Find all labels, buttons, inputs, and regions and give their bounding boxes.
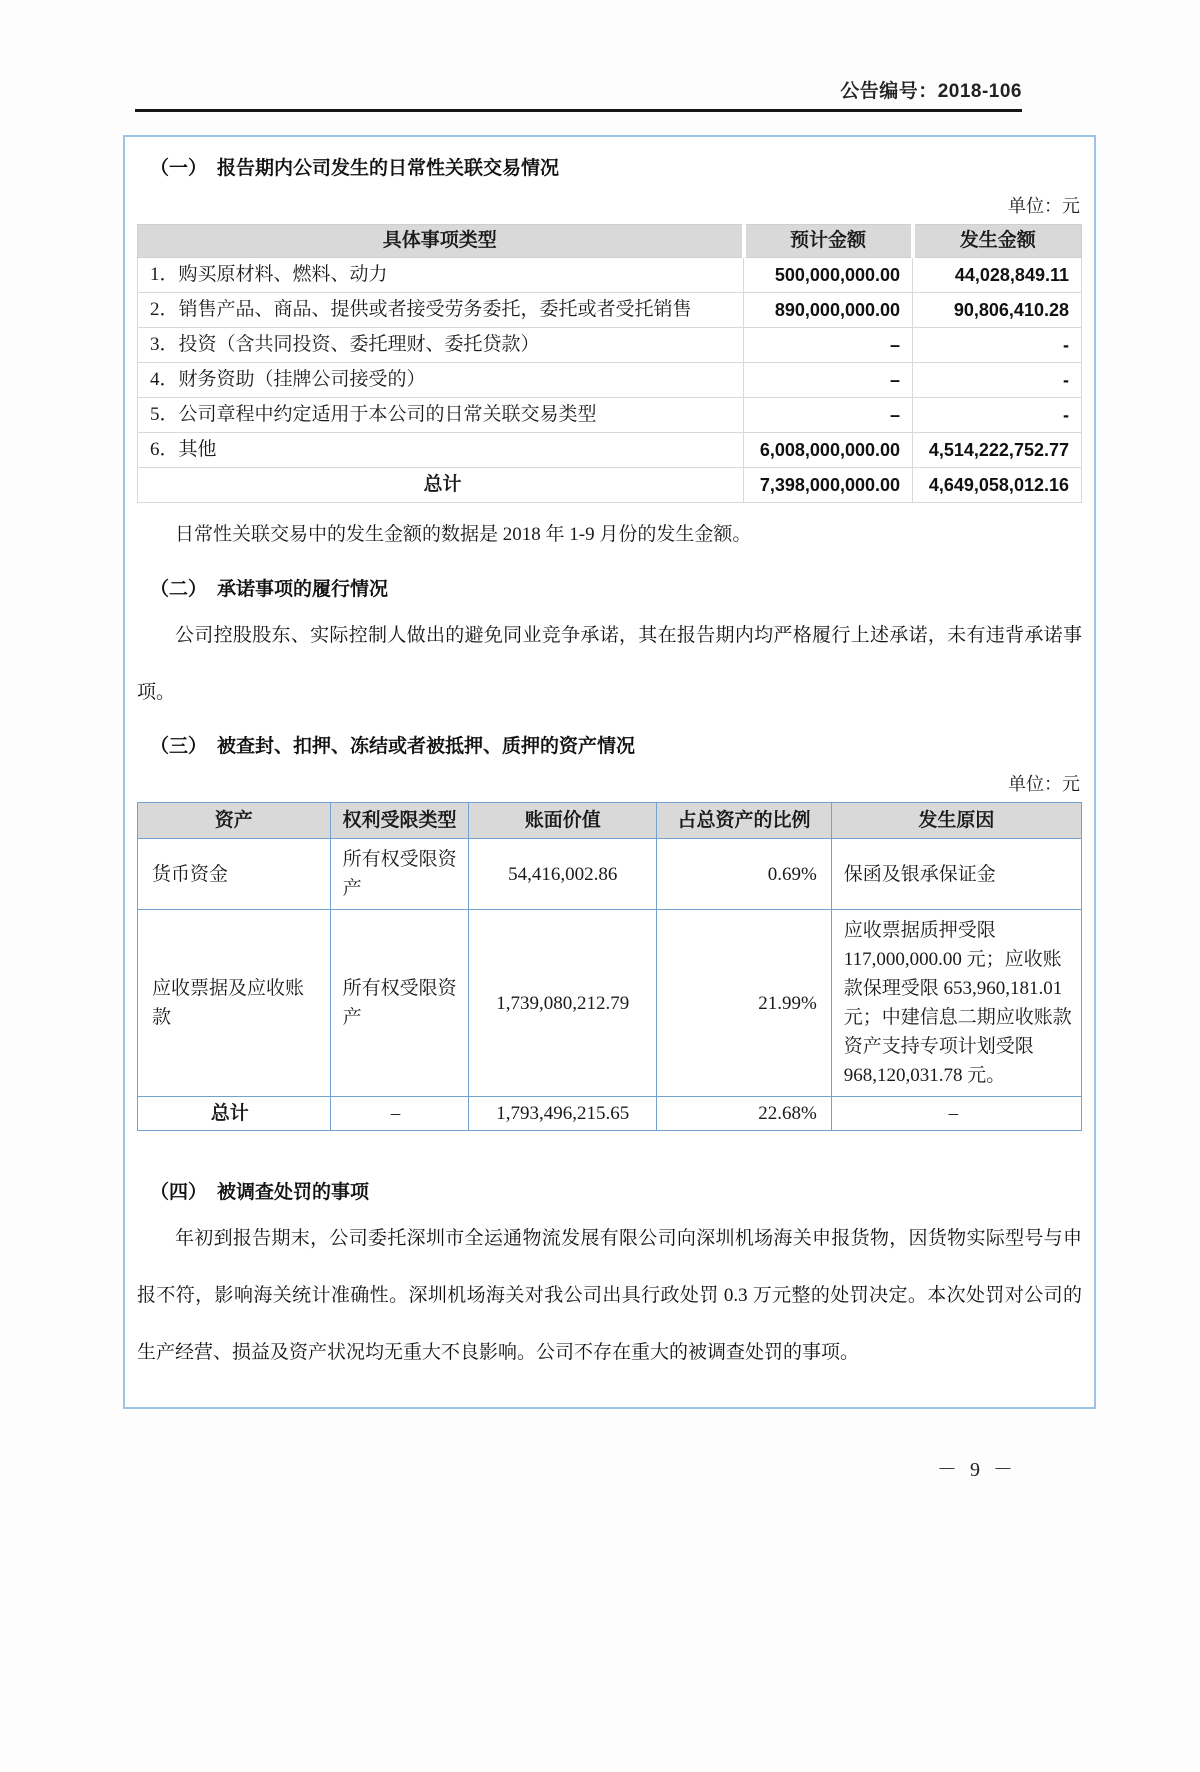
table-row: [138, 258, 1082, 293]
cell-item: 4．财务资助（挂牌公司接受的）: [138, 363, 744, 398]
section3-title: 被查封、扣押、冻结或者被抵押、质押的资产情况: [217, 736, 636, 757]
table-row: [138, 910, 1082, 1097]
table-total-row: [138, 468, 1082, 503]
column-header-estimated: 预计金额: [744, 225, 913, 258]
section1-heading: [137, 153, 1082, 180]
table-row: [138, 433, 1082, 468]
table-row: [138, 293, 1082, 328]
cell-estimated: 890,000,000.00: [744, 293, 913, 328]
cell-ratio: 21.99%: [657, 910, 832, 1097]
cell-total-label: 总计: [138, 1097, 331, 1131]
table1-note: 日常性关联交易中的发生金额的数据是 2018 年 1-9 月份的发生金额。: [175, 524, 752, 545]
section3-number: （三）: [150, 736, 208, 757]
cell-estimated: 500,000,000.00: [744, 258, 913, 293]
restricted-assets-table: [137, 802, 1082, 1131]
section1-title: 报告期内公司发生的日常性关联交易情况: [217, 158, 560, 179]
cell-book-value: 1,739,080,212.79: [469, 910, 657, 1097]
cell-total-restriction: –: [330, 1097, 469, 1131]
cell-actual: 4,514,222,752.77: [913, 433, 1082, 468]
cell-estimated: –: [744, 363, 913, 398]
cell-actual: 44,028,849.11: [913, 258, 1082, 293]
cell-actual: -: [913, 398, 1082, 433]
cell-asset: 应收票据及应收账款: [138, 910, 331, 1097]
cell-restriction: 所有权受限资产: [330, 839, 469, 910]
announcement-number: 公告编号：2018-106: [840, 81, 1022, 102]
cell-item: 1．购买原材料、燃料、动力: [138, 258, 744, 293]
section4-title: 被调查处罚的事项: [217, 1182, 370, 1203]
cell-total-reason: –: [831, 1097, 1081, 1131]
content-box: [123, 135, 1096, 1409]
column-header-type: 具体事项类型: [138, 225, 744, 258]
cell-estimated: –: [744, 328, 913, 363]
table-total-row: [138, 1097, 1082, 1131]
table-header-row: [138, 803, 1082, 839]
section2-title: 承诺事项的履行情况: [217, 579, 389, 600]
section2-paragraph: 公司控股股东、实际控制人做出的避免同业竞争承诺，其在报告期内均严格履行上述承诺，未有违背承诺事项。: [137, 625, 1082, 703]
related-transactions-table: [137, 224, 1082, 503]
column-header-restriction: 权利受限类型: [330, 803, 469, 839]
cell-reason: 保函及银承保证金: [831, 839, 1081, 910]
section4-paragraph: 年初到报告期末，公司委托深圳市全运通物流发展有限公司向深圳机场海关申报货物，因货物实际型号与申报不符，影响海关统计准确性。深圳机场海关对我公司出具行政处罚 0.3 万元整的处罚决定。本次处罚对公司的生产经营、损益及资产状况均无重大不良影响。公司不存在重大的被调查处罚的事项。: [137, 1228, 1082, 1363]
cell-restriction: 所有权受限资产: [330, 910, 469, 1097]
cell-book-value: 54,416,002.86: [469, 839, 657, 910]
section4-number: （四）: [150, 1182, 208, 1203]
page-number: － 9 －: [937, 1459, 1017, 1481]
cell-asset: 货币资金: [138, 839, 331, 910]
table-row: [138, 839, 1082, 910]
table-row: [138, 398, 1082, 433]
section3-unit-label: 单位：元: [1008, 774, 1080, 794]
cell-estimated: –: [744, 398, 913, 433]
cell-ratio: 0.69%: [657, 839, 832, 910]
table-row: [138, 328, 1082, 363]
cell-total-estimated: 7,398,000,000.00: [744, 468, 913, 503]
section3-heading: [137, 731, 1082, 758]
table-header-row: [138, 225, 1082, 258]
cell-item: 6．其他: [138, 433, 744, 468]
cell-item: 3．投资（含共同投资、委托理财、委托贷款）: [138, 328, 744, 363]
column-header-asset: 资产: [138, 803, 331, 839]
column-header-book-value: 账面价值: [469, 803, 657, 839]
cell-item: 2．销售产品、商品、提供或者接受劳务委托，委托或者受托销售: [138, 293, 744, 328]
cell-total-ratio: 22.68%: [657, 1097, 832, 1131]
cell-reason: 应收票据质押受限 117,000,000.00 元；应收账款保理受限 653,960,181.01 元；中建信息二期应收账款资产支持专项计划受限 968,120,031.78 元。: [831, 910, 1081, 1097]
cell-total-label: 总计: [138, 468, 744, 503]
section2-number: （二）: [150, 579, 208, 600]
table-row: [138, 363, 1082, 398]
column-header-actual: 发生金额: [913, 225, 1082, 258]
cell-total-book-value: 1,793,496,215.65: [469, 1097, 657, 1131]
section4-heading: [137, 1177, 1082, 1204]
section1-unit-label: 单位：元: [1008, 196, 1080, 216]
cell-estimated: 6,008,000,000.00: [744, 433, 913, 468]
cell-item: 5．公司章程中约定适用于本公司的日常关联交易类型: [138, 398, 744, 433]
column-header-ratio: 占总资产的比例: [657, 803, 832, 839]
section1-number: （一）: [150, 158, 208, 179]
column-header-reason: 发生原因: [831, 803, 1081, 839]
section2-heading: [137, 574, 1082, 601]
cell-actual: -: [913, 363, 1082, 398]
cell-actual: -: [913, 328, 1082, 363]
cell-total-actual: 4,649,058,012.16: [913, 468, 1082, 503]
header-rule: [135, 109, 1022, 112]
document-header: [135, 76, 1022, 112]
cell-actual: 90,806,410.28: [913, 293, 1082, 328]
